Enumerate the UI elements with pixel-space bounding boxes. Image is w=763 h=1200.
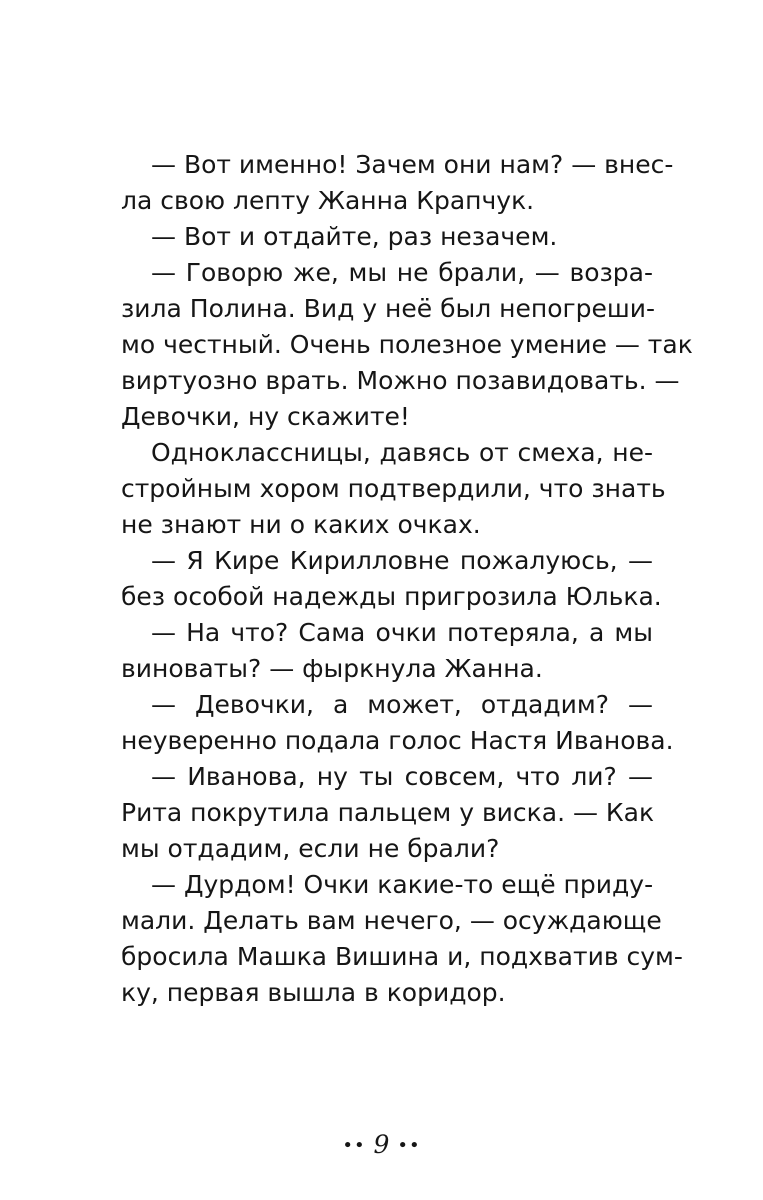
body-text — [121, 147, 693, 1011]
page-number-ornament-left: •• — [342, 1135, 366, 1156]
text-line: — Говорю же, мы не брали, — возра- — [151, 258, 653, 287]
paragraph — [121, 687, 674, 759]
text-line: — Иванова, ну ты совсем, что ли? — — [151, 762, 653, 791]
paragraph — [121, 615, 653, 687]
text-line: Рита покрутила пальцем у виска. — Как — [121, 798, 655, 827]
paragraph — [121, 867, 683, 1011]
text-line: без особой надежды пригрозила Юлька. — [121, 582, 662, 611]
paragraph — [121, 759, 653, 867]
text-line: — На что? Сама очки потеряла, а мы — [151, 618, 653, 647]
text-line: мо честный. Очень полезное умение — так — [121, 330, 693, 359]
text-line: Девочки, ну скажите! — [121, 402, 410, 431]
page-number — [0, 1127, 763, 1164]
paragraph — [121, 435, 666, 543]
text-line: — Вот и отдайте, раз незачем. — [151, 222, 558, 251]
paragraph — [121, 255, 693, 435]
text-line: неуверенно подала голос Настя Иванова. — [121, 726, 674, 755]
text-line: виноваты? — фыркнула Жанна. — [121, 654, 543, 683]
text-line: Одноклассницы, давясь от смеха, не- — [151, 438, 653, 467]
text-line: — Я Кире Кирилловне пожалуюсь, — — [151, 546, 653, 575]
paragraph — [121, 543, 662, 615]
text-line: — Вот именно! Зачем они нам? — внес- — [151, 150, 674, 179]
text-line: стройным хором подтвердили, что знать — [121, 474, 666, 503]
text-line: — Девочки, а может, отдадим? — — [151, 690, 653, 719]
text-line: виртуозно врать. Можно позавидовать. — — [121, 366, 680, 395]
paragraph — [121, 147, 674, 219]
page-number-value: 9 — [373, 1130, 390, 1159]
text-line: мали. Делать вам нечего, — осуждающе — [121, 906, 662, 935]
page-number-ornament-right: •• — [397, 1135, 421, 1156]
text-line: — Дурдом! Очки какие-то ещё приду- — [151, 870, 654, 899]
text-line: не знают ни о каких очках. — [121, 510, 481, 539]
text-line: ку, первая вышла в коридор. — [121, 978, 506, 1007]
text-line: бросила Машка Вишина и, подхватив сум- — [121, 942, 683, 971]
text-line: ла свою лепту Жанна Крапчук. — [121, 186, 535, 215]
text-line: мы отдадим, если не брали? — [121, 834, 500, 863]
text-line: зила Полина. Вид у неё был непогреши- — [121, 294, 656, 323]
paragraph — [121, 219, 653, 255]
